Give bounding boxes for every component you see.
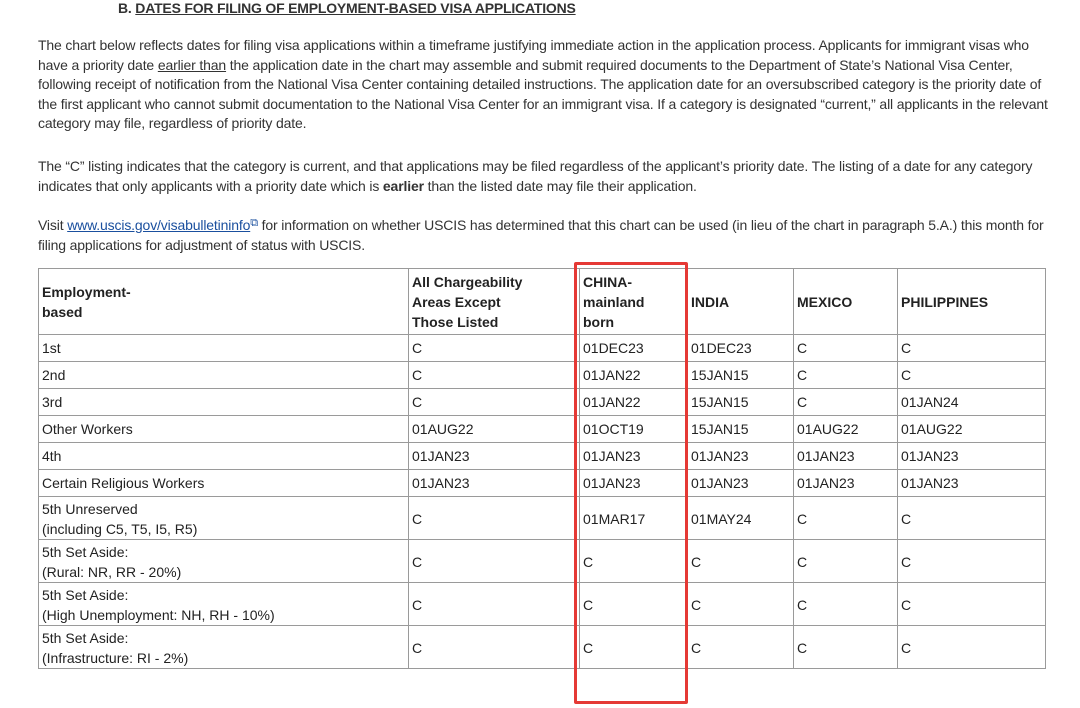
table-row xyxy=(39,470,1046,497)
column-header-2: CHINA- mainland born xyxy=(580,269,688,335)
section-heading xyxy=(118,0,576,16)
row-category: 2nd xyxy=(39,362,409,389)
table-cell: 01MAY24 xyxy=(688,497,794,540)
table-cell: 15JAN15 xyxy=(688,362,794,389)
table-cell: 01JAN22 xyxy=(580,362,688,389)
row-category: 5th Set Aside: (Rural: NR, RR - 20%) xyxy=(39,540,409,583)
table-cell: C xyxy=(898,540,1046,583)
para1-underlined: earlier than xyxy=(157,56,227,73)
uscis-paragraph xyxy=(38,214,1048,255)
table-cell: 15JAN15 xyxy=(688,416,794,443)
column-header-3: INDIA xyxy=(688,269,794,335)
table-cell: 01JAN23 xyxy=(794,443,898,470)
table-cell: 01JAN22 xyxy=(580,389,688,416)
row-category: 3rd xyxy=(39,389,409,416)
column-header-5: PHILIPPINES xyxy=(898,269,1046,335)
uscis-link[interactable]: www.uscis.gov/visabulletininfo xyxy=(67,217,251,233)
table-cell: 01AUG22 xyxy=(794,416,898,443)
table-cell: C xyxy=(898,497,1046,540)
para1-text-a: The chart below reflects dates for filing visa applications within a timeframe justifying immediate action in the application process. Applicants for immigrant visas who have a priority date xyxy=(38,37,1029,73)
table-row xyxy=(39,389,1046,416)
table-cell: C xyxy=(794,626,898,669)
para1-text-b: the application date in the chart may assemble and submit required documents to the Department of State’s National Visa Center, following receipt of notification from the National Visa Center containing detailed instructions. The application date for an oversubscribed category is the priority date of the first applicant who cannot submit documentation to the National Visa Center for an immigrant visa. If a category is designated “current,” all applicants in the relevant category may file, regardless of priority date. xyxy=(38,56,1048,131)
table-cell: C xyxy=(898,626,1046,669)
row-category: Certain Religious Workers xyxy=(39,470,409,497)
table-cell: C xyxy=(409,389,580,416)
table-cell: C xyxy=(580,540,688,583)
para3-text-b: for information on whether USCIS has determined that this chart can be used (in lieu of the chart in paragraph 5.A.) this month for filing applications for adjustment of status with USCIS. xyxy=(38,217,1044,253)
intro-paragraph xyxy=(38,36,1048,134)
table-cell: 01OCT19 xyxy=(580,416,688,443)
column-header-1: All Chargeability Areas Except Those Listed xyxy=(409,269,580,335)
table-body xyxy=(39,335,1046,669)
table-row xyxy=(39,497,1046,540)
employment-dates-table xyxy=(38,268,1046,669)
table-cell: C xyxy=(794,362,898,389)
table-cell: C xyxy=(409,583,580,626)
para3-text-a: Visit xyxy=(38,217,68,233)
row-category: 5th Set Aside: (Infrastructure: RI - 2%) xyxy=(39,626,409,669)
para2-text-a: The “C” listing indicates that the category is current, and that applications may be filed regardless of the applicant’s priority date. The listing of a date for any category indicates that only applicants with a priority date which is xyxy=(38,158,1033,194)
table-row xyxy=(39,626,1046,669)
table-cell: C xyxy=(580,626,688,669)
table-row xyxy=(39,583,1046,626)
row-category: 4th xyxy=(39,443,409,470)
table-cell: 01JAN23 xyxy=(580,470,688,497)
table-cell: 01AUG22 xyxy=(409,416,580,443)
table-cell: 01JAN23 xyxy=(688,470,794,497)
table-cell: 01JAN24 xyxy=(898,389,1046,416)
table-cell: C xyxy=(409,497,580,540)
table-cell: C xyxy=(409,626,580,669)
para2-text-b: than the listed date may file their application. xyxy=(423,177,697,194)
table-cell: C xyxy=(409,335,580,362)
row-category: 1st xyxy=(39,335,409,362)
table-cell: 01JAN23 xyxy=(409,470,580,497)
table-cell: C xyxy=(898,583,1046,626)
table-cell: 15JAN15 xyxy=(688,389,794,416)
table-cell: 01DEC23 xyxy=(580,335,688,362)
row-category: 5th Set Aside: (High Unemployment: NH, RH - 10%) xyxy=(39,583,409,626)
table-cell: 01JAN23 xyxy=(898,443,1046,470)
table-cell: C xyxy=(409,362,580,389)
table-cell: 01JAN23 xyxy=(898,470,1046,497)
table-cell: C xyxy=(794,335,898,362)
table-cell: C xyxy=(794,497,898,540)
table-header-row xyxy=(39,269,1046,335)
table-cell: 01JAN23 xyxy=(580,443,688,470)
external-link-icon[interactable]: ⧉ xyxy=(250,217,258,229)
table-cell: 01DEC23 xyxy=(688,335,794,362)
table-cell: 01AUG22 xyxy=(898,416,1046,443)
table-row xyxy=(39,443,1046,470)
current-listing-paragraph xyxy=(38,157,1048,196)
table-cell: 01JAN23 xyxy=(688,443,794,470)
table-cell: C xyxy=(688,626,794,669)
table-cell: C xyxy=(409,540,580,583)
para2-bold: earlier xyxy=(382,177,424,194)
column-header-4: MEXICO xyxy=(794,269,898,335)
row-category: Other Workers xyxy=(39,416,409,443)
table-cell: 01JAN23 xyxy=(794,470,898,497)
table-cell: C xyxy=(580,583,688,626)
table-row xyxy=(39,335,1046,362)
table-cell: 01MAR17 xyxy=(580,497,688,540)
column-header-0: Employment- based xyxy=(39,269,409,335)
table-cell: C xyxy=(794,389,898,416)
table-cell: C xyxy=(688,583,794,626)
table-cell: 01JAN23 xyxy=(409,443,580,470)
table-cell: C xyxy=(794,540,898,583)
table-row xyxy=(39,416,1046,443)
table-row xyxy=(39,362,1046,389)
table-cell: C xyxy=(688,540,794,583)
section-letter: B. xyxy=(118,0,136,16)
table-row xyxy=(39,540,1046,583)
section-title: DATES FOR FILING OF EMPLOYMENT-BASED VISA APPLICATIONS xyxy=(135,0,576,16)
table-cell: C xyxy=(898,335,1046,362)
table-cell: C xyxy=(898,362,1046,389)
row-category: 5th Unreserved (including C5, T5, I5, R5) xyxy=(39,497,409,540)
table-cell: C xyxy=(794,583,898,626)
